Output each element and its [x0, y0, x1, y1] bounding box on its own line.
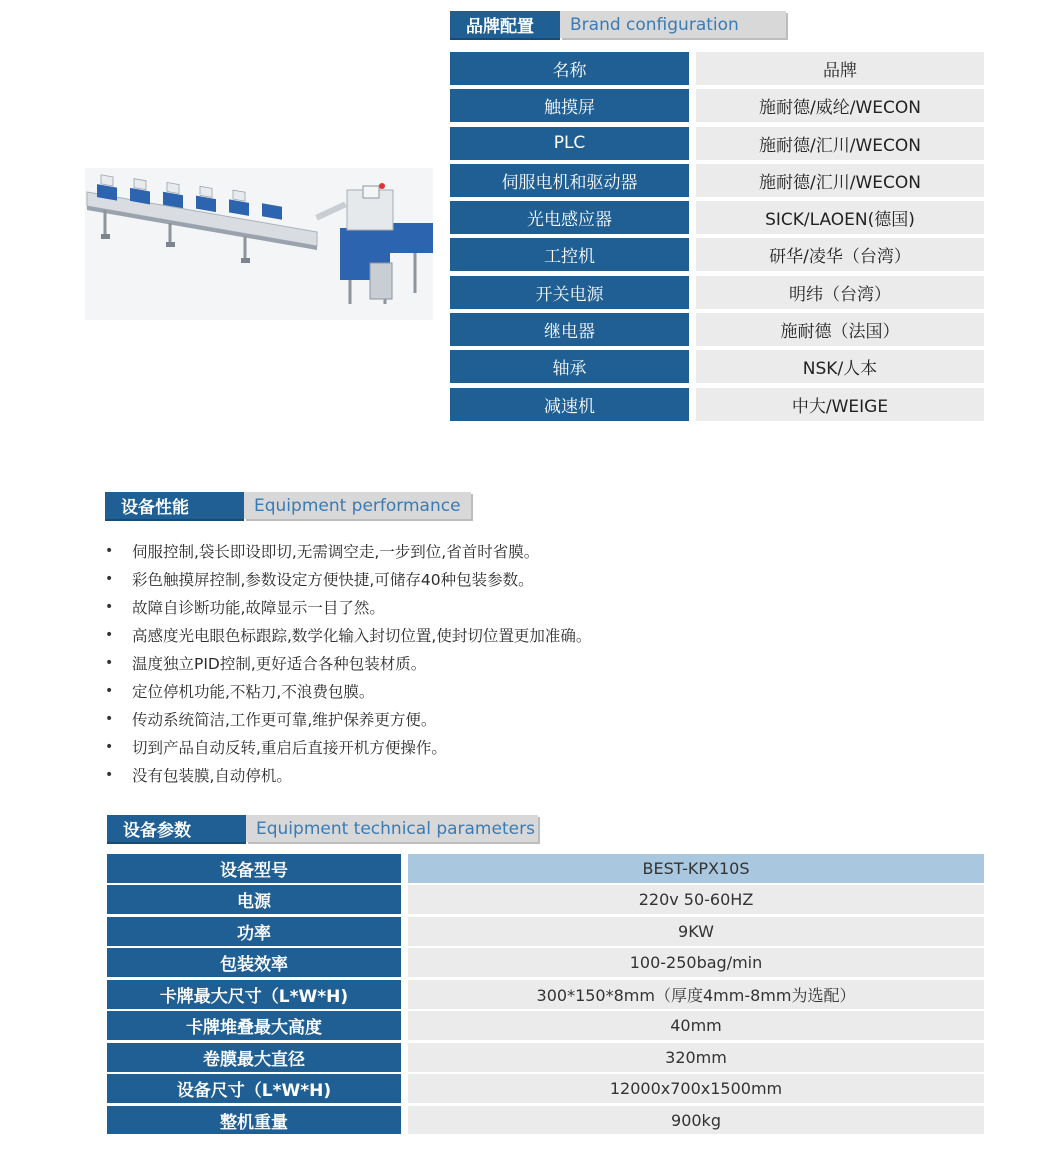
param-value: 9KW — [408, 917, 984, 946]
param-key: 卡牌最大尺寸（L*W*H) — [107, 980, 401, 1009]
bullet: • — [105, 599, 114, 615]
brand-value: SICK/LAOEN(德国) — [696, 201, 984, 234]
table-row — [107, 1043, 984, 1072]
table-row — [107, 1106, 984, 1135]
brand-section-header — [450, 11, 786, 38]
table-row — [107, 854, 984, 883]
brand-row — [450, 164, 984, 197]
brand-value: 施耐德/威纶/WECON — [696, 89, 984, 122]
brand-key: 开关电源 — [450, 276, 689, 309]
brand-row — [450, 350, 984, 383]
param-key: 设备型号 — [107, 854, 401, 883]
param-key: 卷膜最大直径 — [107, 1043, 401, 1072]
params-section-header — [107, 815, 538, 842]
list-item-text: 高感度光电眼色标跟踪,数学化输入封切位置,使封切位置更加准确。 — [132, 627, 592, 645]
table-row — [107, 1074, 984, 1103]
bullet: • — [105, 683, 114, 699]
list-item-text: 故障自诊断功能,故障显示一目了然。 — [132, 599, 385, 617]
brand-key: PLC — [450, 127, 689, 160]
params-title-en: Equipment technical parameters — [246, 815, 538, 842]
bullet: • — [105, 543, 114, 559]
brand-key: 触摸屏 — [450, 89, 689, 122]
brand-row — [450, 52, 984, 85]
brand-key: 伺服电机和驱动器 — [450, 164, 689, 197]
param-value: 40mm — [408, 1011, 984, 1040]
brand-value: 施耐德/汇川/WECON — [696, 127, 984, 160]
performance-title-cn: 设备性能 — [105, 492, 244, 519]
brand-row — [450, 238, 984, 271]
bullet: • — [105, 739, 114, 755]
brand-key: 减速机 — [450, 388, 689, 421]
brand-value: 中大/WEIGE — [696, 388, 984, 421]
bullet: • — [105, 571, 114, 587]
performance-list — [105, 537, 591, 789]
param-value: 300*150*8mm（厚度4mm-8mm为选配） — [408, 980, 984, 1009]
machine-image — [85, 168, 433, 320]
table-row — [107, 1011, 984, 1040]
bullet: • — [105, 655, 114, 671]
list-item — [105, 621, 591, 649]
bullet: • — [105, 627, 114, 643]
list-item-text: 没有包装膜,自动停机。 — [132, 767, 292, 785]
param-key: 包装效率 — [107, 948, 401, 977]
brand-key: 继电器 — [450, 313, 689, 346]
brand-key: 工控机 — [450, 238, 689, 271]
brand-row — [450, 276, 984, 309]
list-item — [105, 733, 591, 761]
list-item — [105, 565, 591, 593]
list-item — [105, 537, 591, 565]
brand-row — [450, 127, 984, 160]
brand-key: 名称 — [450, 52, 689, 85]
param-value: 320mm — [408, 1043, 984, 1072]
brand-value: 研华/凌华（台湾） — [696, 238, 984, 271]
list-item-text: 切到产品自动反转,重启后直接开机方便操作。 — [132, 739, 447, 757]
performance-title-en: Equipment performance — [244, 492, 471, 519]
performance-section-header — [105, 492, 471, 519]
brand-title-en: Brand configuration — [560, 11, 786, 38]
brand-title-cn: 品牌配置 — [450, 11, 560, 38]
brand-table — [450, 52, 984, 425]
bullet: • — [105, 711, 114, 727]
brand-value: NSK/人本 — [696, 350, 984, 383]
brand-row — [450, 313, 984, 346]
param-key: 整机重量 — [107, 1106, 401, 1135]
param-value: 220v 50-60HZ — [408, 885, 984, 914]
table-row — [107, 948, 984, 977]
param-value: BEST-KPX10S — [408, 854, 984, 883]
brand-value: 施耐德（法国） — [696, 313, 984, 346]
param-value: 100-250bag/min — [408, 948, 984, 977]
brand-key: 光电感应器 — [450, 201, 689, 234]
list-item-text: 温度独立PID控制,更好适合各种包装材质。 — [132, 655, 427, 673]
bullet: • — [105, 767, 114, 783]
param-value: 900kg — [408, 1106, 984, 1135]
param-value: 12000x700x1500mm — [408, 1074, 984, 1103]
list-item — [105, 761, 591, 789]
param-key: 电源 — [107, 885, 401, 914]
packaging-machine-illustration — [85, 168, 433, 320]
list-item-text: 伺服控制,袋长即设即切,无需调空走,一步到位,省首时省膜。 — [132, 543, 540, 561]
list-item-text: 传动系统简洁,工作更可靠,维护保养更方便。 — [132, 711, 437, 729]
list-item — [105, 705, 591, 733]
param-key: 设备尺寸（L*W*H) — [107, 1074, 401, 1103]
list-item — [105, 593, 591, 621]
brand-row — [450, 388, 984, 421]
brand-value: 品牌 — [696, 52, 984, 85]
params-table — [107, 854, 984, 1137]
brand-key: 轴承 — [450, 350, 689, 383]
params-title-cn: 设备参数 — [107, 815, 246, 842]
list-item-text: 彩色触摸屏控制,参数设定方便快捷,可储存40种包装参数。 — [132, 571, 534, 589]
table-row — [107, 980, 984, 1009]
brand-value: 明纬（台湾） — [696, 276, 984, 309]
param-key: 功率 — [107, 917, 401, 946]
brand-row — [450, 201, 984, 234]
list-item-text: 定位停机功能,不粘刀,不浪费包膜。 — [132, 683, 375, 701]
brand-value: 施耐德/汇川/WECON — [696, 164, 984, 197]
table-row — [107, 917, 984, 946]
list-item — [105, 677, 591, 705]
table-row — [107, 885, 984, 914]
brand-row — [450, 89, 984, 122]
param-key: 卡牌堆叠最大高度 — [107, 1011, 401, 1040]
list-item — [105, 649, 591, 677]
